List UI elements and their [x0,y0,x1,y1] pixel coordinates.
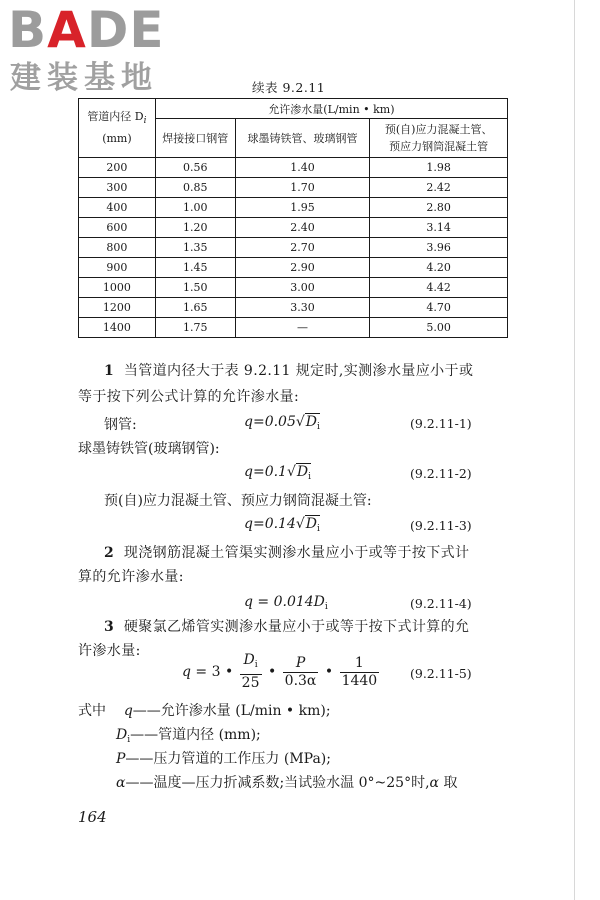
fraction-1-over-1440: $\frac{1}{1440}$ [341,654,378,689]
equation-1: $q=0.05√D_i$ [244,414,320,432]
label-prestressed-pipe: 预(自)应力混凝土管、预应力钢筒混凝土管: [104,493,372,509]
equation-5-number: (9.2.11-5) [410,666,472,681]
table-row: 1000 1.50 3.00 4.42 [79,278,508,298]
header-prestressed: 预(自)应力混凝土管、 预应力钢筒混凝土管 [370,119,508,158]
table-row: 200 0.56 1.40 1.98 [79,158,508,178]
paragraph-2-line-1: 2 现浇钢筋混凝土管渠实测渗水量应小于或等于按下式计 [104,545,470,561]
header-ductile-iron: 球墨铸铁管、玻璃钢管 [235,119,370,158]
equation-4: $q = 0.014D_i$ [244,594,328,612]
paragraph-3-line-2: 许渗水量: [78,643,141,659]
equation-1-number: (9.2.11-1) [410,416,472,431]
paragraph-3-line-1: 3 硬聚氯乙烯管实测渗水量应小于或等于按下式计算的允 [104,619,470,635]
paragraph-2-line-2: 算的允许渗水量: [78,569,184,585]
header-diameter: 管道内径 $D_i$ (mm) [79,99,156,158]
table-row: 900 1.45 2.90 4.20 [79,258,508,278]
table-row: 1400 1.75 — 5.00 [79,318,508,338]
definition-d: $D_i——$管道内径 (mm); [116,727,261,745]
logo [6,1,181,104]
page-number: 164 [78,808,107,826]
label-ductile-iron: 球墨铸铁管(玻璃钢管): [78,441,220,457]
fraction-d-over-25: $\frac{D_i}{25}$ [241,652,260,691]
definition-q: 式中 q——允许渗水量 (L/min • km); [78,703,331,719]
logo-subtitle: 建装基地 [10,60,158,96]
equation-3: $q=0.14√D_i$ [244,516,320,534]
logo-accent-letter: A [47,1,87,59]
table-row: 400 1.00 1.95 2.80 [79,198,508,218]
equation-2: $q=0.1√D_i$ [244,464,312,482]
header-welded-steel: 焊接接口钢管 [155,119,235,158]
logo-wordmark: BADE [8,1,165,59]
header-allowed-seepage: 允许渗水量(L/min • km) [155,99,507,119]
paragraph-1-line-1: 1 当管道内径大于表 9.2.11 规定时,实测渗水量应小于或 [104,363,474,379]
table-row: 800 1.35 2.70 3.96 [79,238,508,258]
table-caption: 续表 9.2.11 [252,80,326,95]
definition-p: P——压力管道的工作压力 (MPa); [116,751,331,767]
table-row: 1200 1.65 3.30 4.70 [79,298,508,318]
definition-alpha: α——温度—压力折减系数;当试验水温 0°~25°时,α 取 [116,775,458,791]
equation-4-number: (9.2.11-4) [410,596,472,611]
equation-5: q = 3 • $\frac{D_i}{25}$ • $\frac{P}{0.3\alpha}$ • $\frac{1}{1440}$ [182,652,378,691]
table-row: 600 1.20 2.40 3.14 [79,218,508,238]
table-row: 300 0.85 1.70 2.42 [79,178,508,198]
paragraph-1-line-2: 等于按下列公式计算的允许渗水量: [78,389,300,405]
scan-edge-line [574,0,575,900]
equation-2-number: (9.2.11-2) [410,466,472,481]
label-steel-pipe: 钢管: [104,417,137,433]
equation-3-number: (9.2.11-3) [410,518,472,533]
seepage-table [78,98,508,338]
fraction-p-over-alpha: $\frac{P}{0.3\alpha}$ [284,654,317,689]
